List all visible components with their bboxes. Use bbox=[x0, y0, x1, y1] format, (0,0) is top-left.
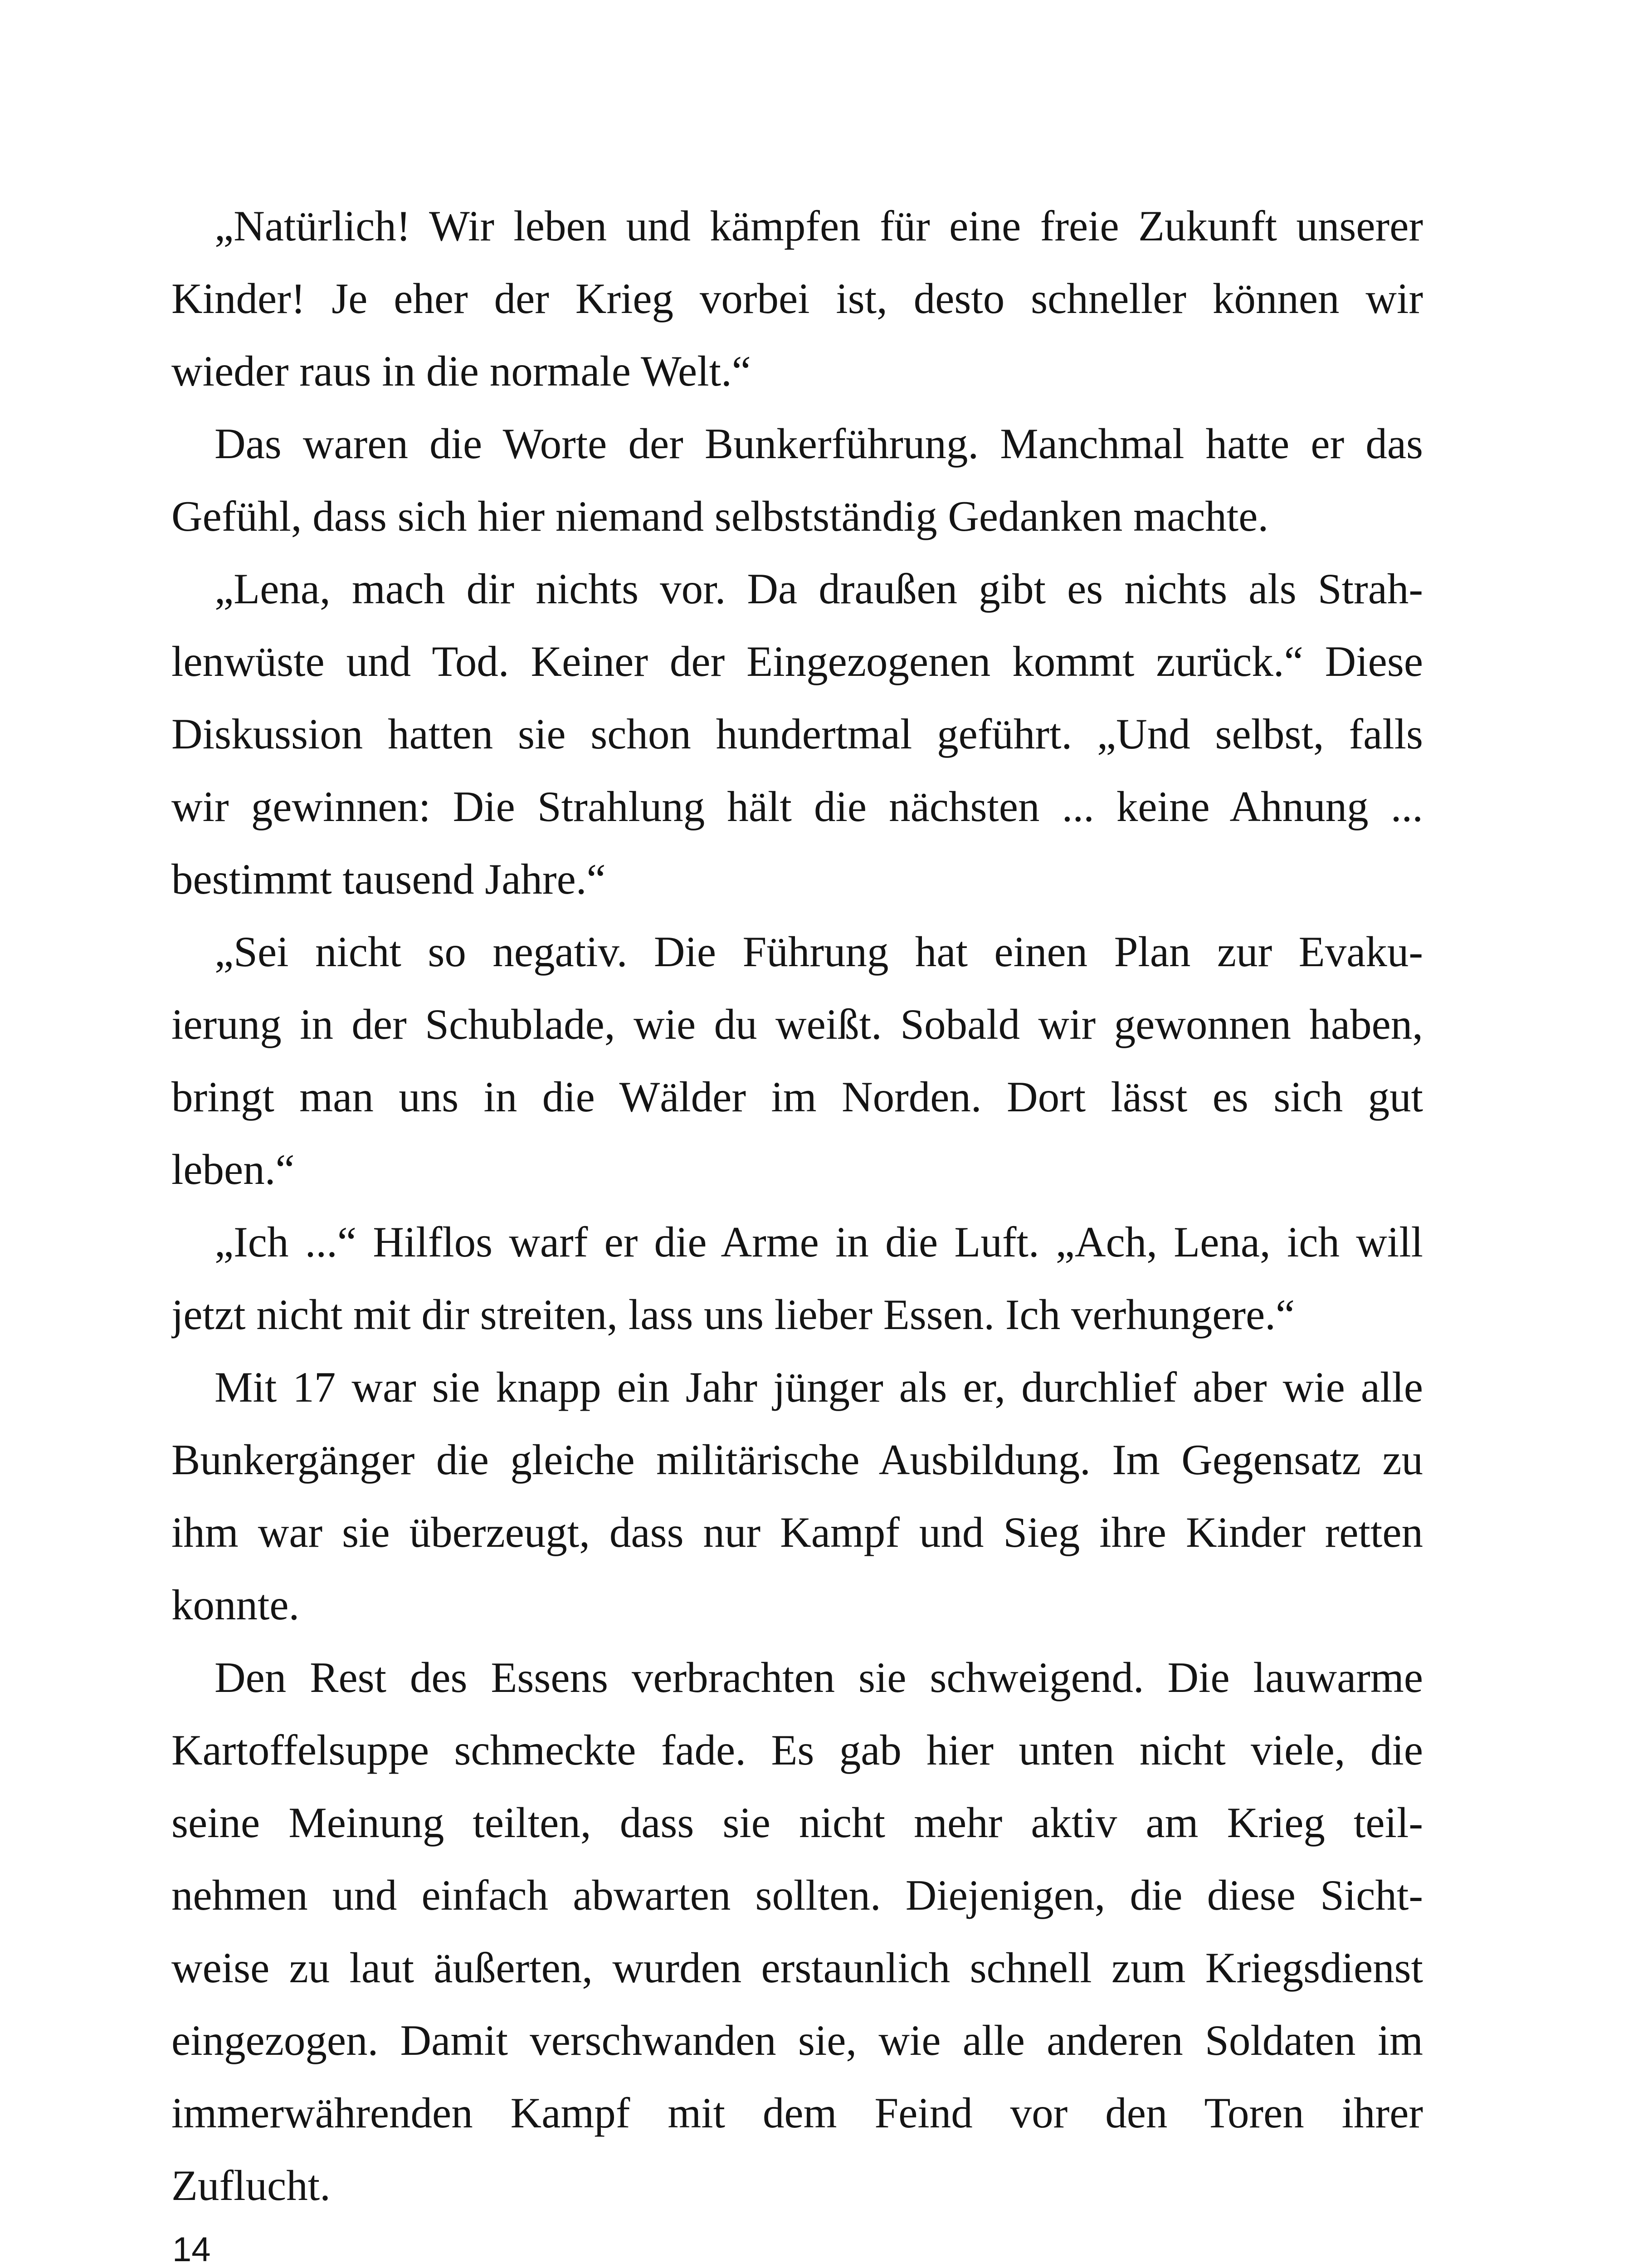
text-line: jetzt nicht mit dir streiten, lass uns lieber Essen. Ich verhungere.“ bbox=[171, 1290, 1295, 1339]
text-line: bestimmt tausend Jahre.“ bbox=[171, 855, 606, 903]
text-line: ierung in der Schublade, wie du weißt. Sobald wir gewonnen haben, bbox=[171, 1000, 1423, 1048]
text-line: seine Meinung teilten, dass sie nicht mehr aktiv am Krieg teil- bbox=[171, 1799, 1423, 1847]
text-line: wir gewinnen: Die Strahlung hält die nächsten ... keine Ahnung ... bbox=[171, 782, 1423, 831]
text-line: „Lena, mach dir nichts vor. Da draußen gibt es nichts als Strah- bbox=[214, 565, 1423, 613]
text-line: nehmen und einfach abwarten sollten. Diejenigen, die diese Sicht- bbox=[171, 1871, 1423, 1919]
text-line: Den Rest des Essens verbrachten sie schweigend. Die lauwarme bbox=[214, 1653, 1423, 1701]
body-text bbox=[171, 190, 1423, 2222]
text-line: „Sei nicht so negativ. Die Führung hat einen Plan zur Evaku- bbox=[214, 928, 1423, 976]
text-line: Mit 17 war sie knapp ein Jahr jünger als er, durchlief aber wie alle bbox=[214, 1363, 1423, 1411]
text-line: Gefühl, dass sich hier niemand selbstständig Gedanken machte. bbox=[171, 492, 1269, 540]
text-line: wieder raus in die normale Welt.“ bbox=[171, 347, 751, 395]
text-line: eingezogen. Damit verschwanden sie, wie alle anderen Soldaten im bbox=[171, 2016, 1423, 2064]
text-line: Diskussion hatten sie schon hundertmal geführt. „Und selbst, falls bbox=[171, 710, 1423, 758]
text-line: Bunkergänger die gleiche militärische Ausbildung. Im Gegensatz zu bbox=[171, 1436, 1423, 1484]
text-line: weise zu laut äußerten, wurden erstaunlich schnell zum Kriegsdienst bbox=[171, 1944, 1423, 1992]
text-line: Kartoffelsuppe schmeckte fade. Es gab hier unten nicht viele, die bbox=[171, 1726, 1423, 1774]
text-line: konnte. bbox=[171, 1581, 300, 1629]
text-line: „Ich ...“ Hilflos warf er die Arme in die Luft. „Ach, Lena, ich will bbox=[214, 1218, 1423, 1266]
text-line: leben.“ bbox=[171, 1145, 295, 1193]
page-number: 14 bbox=[172, 2230, 211, 2268]
text-line: bringt man uns in die Wälder im Norden. Dort lässt es sich gut bbox=[171, 1073, 1423, 1121]
text-line: Das waren die Worte der Bunkerführung. Manchmal hatte er das bbox=[214, 420, 1423, 468]
text-line: ihm war sie überzeugt, dass nur Kampf und Sieg ihre Kinder retten bbox=[171, 1508, 1423, 1556]
text-line: Zuflucht. bbox=[171, 2161, 331, 2209]
text-line: „Natürlich! Wir leben und kämpfen für eine freie Zukunft unserer bbox=[214, 202, 1423, 250]
text-line: Kinder! Je eher der Krieg vorbei ist, desto schneller können wir bbox=[171, 274, 1423, 323]
text-line: lenwüste und Tod. Keiner der Eingezogenen kommt zurück.“ Diese bbox=[171, 637, 1423, 685]
text-line: immerwährenden Kampf mit dem Feind vor den Toren ihrer bbox=[171, 2089, 1423, 2137]
